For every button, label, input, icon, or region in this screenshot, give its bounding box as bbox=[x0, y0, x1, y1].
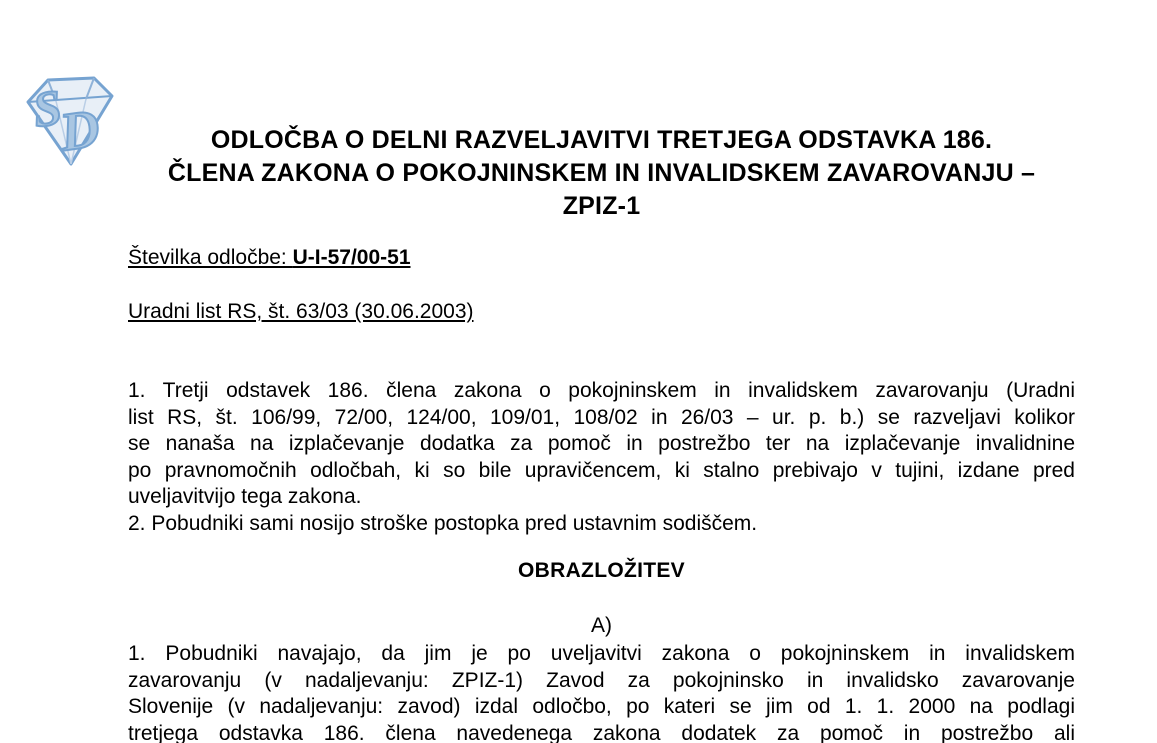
part-a-heading: A) bbox=[591, 614, 612, 637]
operative-part bbox=[128, 378, 1075, 538]
operative-line: list RS, št. 106/99, 72/00, 124/00, 109/01, 108/02 in 26/03 – ur. p. b.) se razveljavi kolikor bbox=[128, 405, 1075, 429]
svg-text:S: S bbox=[29, 78, 65, 138]
document-body bbox=[128, 0, 1075, 743]
operative-line: 1. Tretji odstavek 186. člena zakona o pokojninskem in invalidskem zavarovanju (Uradni bbox=[128, 379, 1075, 402]
title-line-3: ZPIZ-1 bbox=[562, 192, 641, 220]
decision-number-label: Številka odločbe: bbox=[128, 246, 293, 269]
operative-line: 2. Pobudniki sami nosijo stroške postopka pred ustavnim sodiščem. bbox=[128, 511, 758, 535]
title-line-1: ODLOČBA O DELNI RAZVELJAVITVI TRETJEGA ODSTAVKA 186. bbox=[210, 126, 993, 154]
decision-number-line bbox=[128, 245, 411, 271]
official-gazette-line: Uradni list RS, št. 63/03 (30.06.2003) bbox=[128, 300, 474, 323]
obrazlozitev-heading: OBRAZLOŽITEV bbox=[518, 559, 685, 582]
reasoning-line: zavarovanju (v nadaljevanju: ZPIZ-1) Zavod za pokojninsko in invalidsko zavarovanje bbox=[128, 668, 1075, 692]
operative-line: uveljavitvijo tega zakona. bbox=[128, 485, 362, 509]
document-title bbox=[128, 124, 1075, 223]
reasoning-line: 1. Pobudniki navajajo, da jim je po uveljavitvi zakona o pokojninskem in invalidskem bbox=[128, 642, 1075, 665]
reasoning-paragraph bbox=[128, 641, 1075, 743]
operative-line: po pravnomočnih odločbah, ki so bile upravičencem, ki stalno prebivajo v tujini, izdane pred bbox=[128, 458, 1075, 482]
operative-line: se nanaša na izplačevanje dodatka za pomoč in postrežbo ter na izplačevanje invalidnine bbox=[128, 432, 1075, 456]
reasoning-line: tretjega odstavka 186. člena navedenega zakona dodatek za pomoč in postrežbo ali bbox=[128, 721, 1075, 743]
reasoning-line: Slovenije (v nadaljevanju: zavod) izdal odločbo, po kateri se jim od 1. 1. 2000 na podlagi bbox=[128, 695, 1075, 719]
svg-text:D: D bbox=[56, 97, 104, 163]
title-line-2: ČLENA ZAKONA O POKOJNINSKEM IN INVALIDSKEM ZAVAROVANJU – bbox=[167, 159, 1036, 187]
decision-number-value: U-I-57/00-51 bbox=[292, 246, 411, 269]
sd-diamond-logo-icon bbox=[18, 72, 120, 168]
